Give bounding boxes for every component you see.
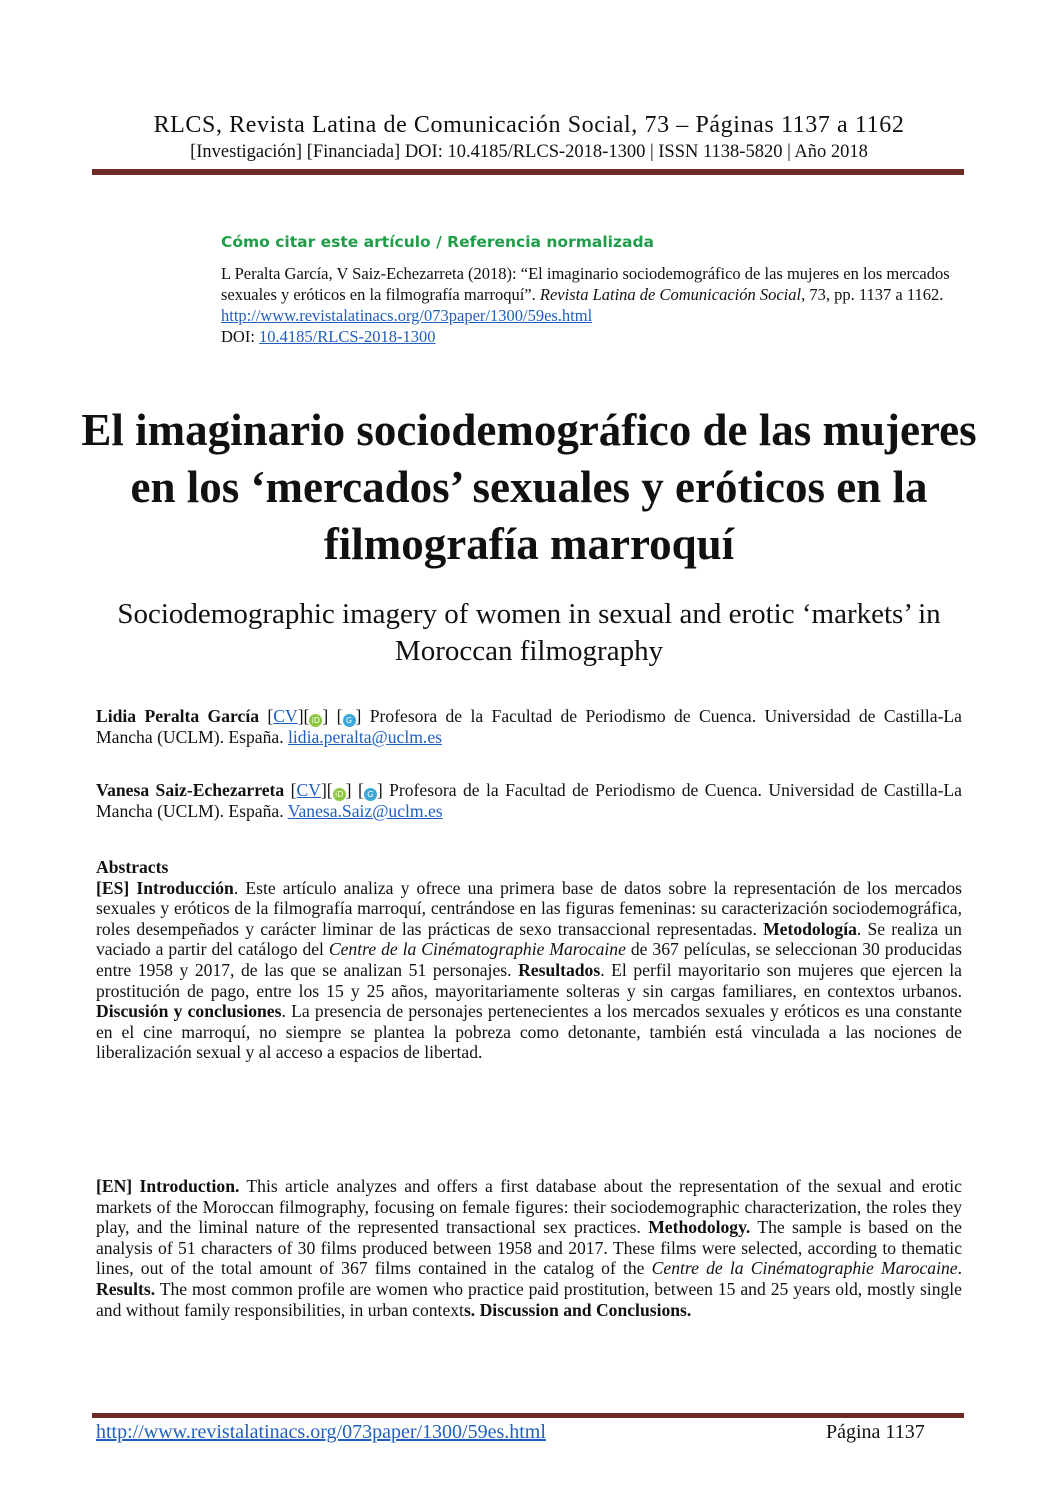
journal-header: RLCS, Revista Latina de Comunicación Social, 73 – Páginas 1137 a 1162 [153, 112, 905, 138]
citation-reference [221, 263, 981, 347]
author-entry: Lidia Peralta García [CV][ iD ] [ G ] Profesora de la Facultad de Periodismo de Cuenca. Universidad de Castilla-La Mancha (UCLM). España. lidia.peralta@uclm.es [96, 706, 962, 747]
article-meta-line: [Investigación] [Financiada] DOI: 10.4185/RLCS-2018-1300 | ISSN 1138-5820 | Año 2018 [190, 142, 868, 162]
header-rule [92, 169, 964, 175]
es-method-label: Metodología [763, 918, 857, 939]
footer-url-link[interactable]: http://www.revistalatinacs.org/073paper/1300/59es.html [96, 1421, 546, 1443]
abstract-es-paragraph [96, 878, 962, 1063]
author-email-link[interactable]: Vanesa.Saiz@uclm.es [287, 801, 443, 821]
en-results-text: The most common profile are women who practice paid prostitution, between 15 and 25 years old, mostly single and without family responsibilities, in urban context [96, 1278, 962, 1320]
es-discussion-text: . La presencia de personajes pertenecientes a los mercados sexuales y eróticos es una constante en el cine marroquí, no siempre se plantea la pobreza como detonante, también está vinculada a las nociones de liberalización sexual y al acceso a espacios de libertad. [96, 1001, 962, 1063]
author-affiliation: Profesora de la Facultad de Periodismo de Cuenca. Universidad de Castilla-La Mancha (UCLM). España. [96, 706, 962, 747]
es-results-text: . El perfil mayoritario son mujeres que ejercen la prostitución de pago, entre los 15 y 25 años, mayoritariamente solteras y sin cargas familiares, en contextos urbanos. [96, 959, 962, 1001]
en-catalog-name: Centre de la Cinématographie Marocaine [651, 1258, 958, 1279]
es-intro-label: [ES] Introducción [96, 877, 234, 898]
es-catalog-name: Centre de la Cinématographie Marocaine [328, 939, 626, 960]
footer-rule [92, 1413, 964, 1418]
citation-pages: , 73, pp. 1137 a 1162. [801, 285, 944, 304]
en-results-label: Results. [96, 1278, 156, 1299]
citation-journal: Revista Latina de Comunicación Social [539, 285, 802, 304]
author-name: Lidia Peralta García [96, 706, 259, 726]
author-email-link[interactable]: lidia.peralta@uclm.es [288, 727, 442, 747]
citation-text: L Peralta García, V Saiz-Echezarreta (2018): “El imaginario sociodemográfico de las mujeres en los mercados sexuales y eróticos en la filmografía marroquí”. [221, 264, 950, 304]
en-discussion-label: s. Discussion and Conclusions. [463, 1299, 692, 1320]
article-subtitle: Sociodemographic imagery of women in sexual and erotic ‘markets’ in Moroccan filmography [117, 598, 941, 667]
en-method-text-2: . [957, 1258, 962, 1279]
citation-doi-link[interactable]: 10.4185/RLCS-2018-1300 [259, 327, 436, 346]
citation-heading: Cómo citar este artículo / Referencia normalizada [221, 233, 655, 251]
en-intro-label: [EN] Introduction. [96, 1176, 240, 1196]
author-affiliation: Profesora de la Facultad de Periodismo de Cuenca. Universidad de Castilla-La Mancha (UCLM). España. [96, 780, 962, 821]
orcid-icon[interactable]: iD [309, 714, 322, 727]
abstract-en [96, 1176, 962, 1320]
article-title: El imaginario sociodemográfico de las mujeres en los ‘mercados’ sexuales y eróticos en la filmografía marroquí [81, 405, 977, 569]
es-intro-text: . Este artículo analiza y ofrece una primera base de datos sobre la representación de los mercados sexuales y eróticos de la filmografía marroquí, centrándose en las figuras femeninas: su caracterización sociodemográfica, roles desempeñados y carácter liminar de las prácticas de sexo transaccional representadas. [96, 877, 962, 939]
author-entry: Vanesa Saiz-Echezarreta [CV][ iD ] [ G ] Profesora de la Facultad de Periodismo de Cuenca. Universidad de Castilla-La Mancha (UCLM). España. Vanesa.Saiz@uclm.es [96, 780, 962, 821]
es-results-label: Resultados [518, 959, 601, 980]
citation-doi-label: DOI: [221, 327, 260, 346]
google-scholar-icon[interactable]: G [364, 788, 377, 801]
author-name: Vanesa Saiz-Echezarreta [96, 780, 285, 800]
abstracts-heading: Abstracts [96, 857, 169, 877]
citation-block [221, 232, 981, 347]
cv-link[interactable]: CV [296, 780, 321, 800]
abstract-es [96, 857, 962, 1063]
es-discussion-label: Discusión y conclusiones [96, 1001, 282, 1022]
en-method-text: The sample is based on the analysis of 51 characters of 30 films produced between 1958 and 2017. These films were selected, according to thematic lines, out of the total amount of 367 films contained in the catalog of the [96, 1217, 962, 1279]
orcid-icon[interactable]: iD [333, 788, 346, 801]
en-intro-text: This article analyzes and offers a first database about the representation of the sexual and erotic markets of the Moroccan filmography, focusing on female figures: their sociodemographic characterization, the roles they play, and the liminal nature of the represented transactional sex practices. [96, 1176, 962, 1238]
en-method-label: Methodology. [648, 1217, 751, 1238]
page-number: Página 1137 [826, 1421, 925, 1443]
citation-url-link[interactable]: http://www.revistalatinacs.org/073paper/1300/59es.html [221, 306, 593, 325]
abstract-en-paragraph [96, 1176, 962, 1320]
cv-link[interactable]: CV [273, 706, 298, 726]
es-method-text: . Se realiza un vaciado a partir del catálogo del [96, 918, 962, 960]
es-method-text-2: de 367 películas, se seleccionan 30 producidas entre 1958 y 2017, de las que se analizan 51 personajes. [96, 939, 962, 980]
google-scholar-icon[interactable]: G [343, 714, 356, 727]
